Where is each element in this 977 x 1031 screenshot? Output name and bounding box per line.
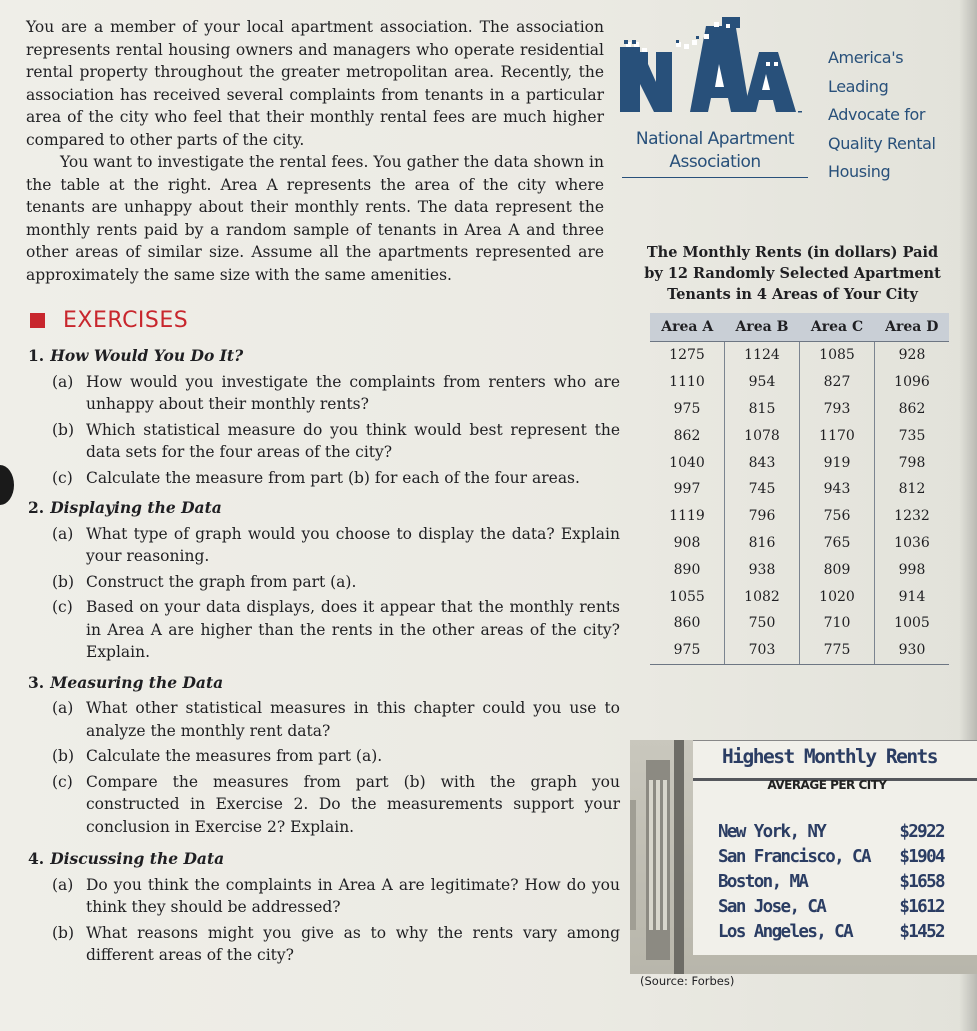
tagline-line: Quality Rental [828,133,936,153]
sub-question [52,596,620,664]
sub-question-text: Based on your data displays, does it appear that the monthly rents in Area A are higher than the rents in the other areas of the city? Explain. [86,598,620,661]
table-row [650,422,949,449]
sign-subtitle: AVERAGE PER CITY [767,778,887,792]
question-number: 2. [28,498,45,517]
table-title-line: Tenants in 4 Areas of Your City [667,286,918,303]
table-title-line: by 12 Randomly Selected Apartment [644,265,941,282]
question-number: 1. [28,346,45,365]
tagline-line: America's [828,48,904,67]
rent-table-header-row [650,313,949,342]
table-cell: 975 [673,400,701,417]
sub-question-label: (b) [52,923,75,942]
column-header: Area C [800,313,875,342]
table-cell: 710 [800,610,875,637]
table-cell: 1020 [800,583,875,610]
question-title-text: Measuring the Data [50,672,224,692]
table-row [650,342,949,369]
table-cell: 862 [875,396,950,423]
question-number: 3. [28,672,45,692]
table-cell: 1040 [669,454,705,471]
table-row [650,369,949,396]
question-block [28,672,620,839]
naa-name-line2: Association [669,152,761,172]
sub-question-text: Do you think the complaints in Area A are legitimate? How do you think they should be addressed? [86,875,620,916]
table-cell: 793 [800,396,875,423]
rent-table [650,313,949,665]
table-cell: 1110 [669,374,705,391]
city-row [718,920,944,945]
sub-question-label: (b) [52,747,75,765]
sub-question [52,745,620,768]
tagline-line: Advocate for [828,105,926,124]
sub-question-text: What reasons might you give as to why the rents vary among different areas of the city? [86,923,620,964]
sub-question-text: What type of graph would you choose to display the data? Explain your reasoning. [86,524,620,565]
sub-question [52,467,620,490]
sub-question-text: How would you investigate the complaints from renters who are unhappy about their monthly rents? [86,372,620,413]
table-cell: 954 [725,369,800,396]
sub-question-label: (a) [52,699,74,717]
table-cell: 862 [673,427,701,444]
intro-paragraph-1: You are a member of your local apartment association. The association represents rental housing owners and managers who operate residential rental property throughout the greater metropolitan area. Recently, the association has received several complaints from tenants in a particular area of the city who feel that their monthly rental fees are much higher compared to other parts of the city. [26,18,604,149]
table-row [650,476,949,503]
table-cell: 1036 [875,530,950,557]
question-block [28,345,620,489]
city-rent: $2922 [899,822,944,842]
sub-question-label: (c) [52,598,73,616]
table-cell: 975 [650,637,725,664]
table-cell: 827 [800,369,875,396]
tagline-line: Housing [828,162,891,181]
naa-tagline [828,44,968,187]
question-number: 4. [28,849,45,868]
exercises-title: EXERCISES [63,308,189,333]
sub-question-text: What other statistical measures in this chapter could you use to analyze the monthly rent data? [86,699,620,740]
table-cell: 914 [875,583,950,610]
sub-question-label: (a) [52,372,74,391]
city-rent-list [718,820,944,945]
table-cell: 1119 [669,508,705,525]
city-rent: $1452 [899,922,944,942]
sub-question [52,922,620,967]
sub-question [52,371,620,416]
table-cell: 750 [725,610,800,637]
exercise-list [28,345,620,967]
table-cell: 860 [673,615,701,632]
question-title-text: Discussing the Data [50,849,225,868]
sub-question-text: Compare the measures from part (b) with the graph you constructed in Exercise 2. Do the measurements support your conclusion in Exercise 2? Explain. [86,772,620,836]
question-block [28,848,620,967]
table-row [650,503,949,530]
city-name: San Francisco, CA [718,847,870,867]
question-title [28,345,620,368]
intro-paragraph-2: You want to investigate the rental fees. You gather the data shown in the table at the right. Area A represents the area of the city where tenants are unhappy about their monthly rents. The data represent the monthly rents paid by a random sample of tenants in Area A and three other areas of similar size. Assume all the apartments represented are approximately the same size with the same amenities. [26,153,604,284]
city-name: New York, NY [718,822,826,842]
building-icon [630,740,693,974]
sub-question-text: Which statistical measure do you think would best represent the data sets for the four areas of the city? [86,420,620,461]
table-cell: 703 [725,637,800,664]
table-row [650,556,949,583]
question-title [28,497,620,520]
city-row [718,820,944,845]
table-cell: 775 [800,637,875,664]
city-rent: $1612 [899,897,944,917]
table-cell: 1005 [875,610,950,637]
tagline-line: Leading [828,76,889,96]
table-cell: 1055 [669,588,705,605]
table-cell: 1096 [875,369,950,396]
sub-question [52,771,620,839]
table-cell: 1232 [875,503,950,530]
table-cell: 943 [800,476,875,503]
table-cell: 1170 [800,422,875,449]
city-name: Boston, MA [718,872,808,892]
column-header: Area A [650,313,725,342]
table-title [640,242,945,305]
table-cell: 1124 [725,342,800,369]
table-cell: 765 [800,530,875,557]
question-block [28,497,620,664]
table-title-line: The Monthly Rents (in dollars) Paid [646,244,939,261]
sub-question-label: (c) [52,468,73,487]
table-row [650,396,949,423]
table-cell: 809 [800,556,875,583]
city-row [718,845,944,870]
table-cell: 796 [725,503,800,530]
sign-title: Highest Monthly Rents [722,745,938,768]
question-title [28,848,620,871]
table-cell: 890 [673,561,701,578]
table-row [650,530,949,557]
sub-question [52,874,620,919]
table-cell: 1078 [725,422,800,449]
question-title-text: How Would You Do It? [50,346,244,365]
sub-question-text: Construct the graph from part (a). [86,572,357,591]
table-row [650,583,949,610]
sub-question-label: (a) [52,524,74,543]
table-cell: 938 [725,556,800,583]
city-row [718,870,944,895]
table-row [650,610,949,637]
table-cell: 745 [725,476,800,503]
table-cell: 815 [725,396,800,423]
sub-question-text: Calculate the measure from part (b) for each of the four areas. [86,468,580,487]
table-row [650,637,949,664]
table-cell: 816 [725,530,800,557]
sub-question-label: (b) [52,420,75,439]
question-title [28,672,620,695]
table-cell: 798 [875,449,950,476]
table-cell: 756 [800,503,875,530]
table-cell: 843 [725,449,800,476]
sub-question [52,697,620,742]
source-note: (Source: Forbes) [640,974,735,988]
table-cell: 997 [673,481,701,498]
table-cell: 919 [800,449,875,476]
table-cell: 998 [875,556,950,583]
sub-question [52,419,620,464]
table-cell: 1085 [800,342,875,369]
question-title-text: Displaying the Data [50,498,222,517]
column-header: Area B [725,313,800,342]
table-cell: 928 [875,342,950,369]
table-cell: 1082 [725,583,800,610]
city-rent: $1904 [899,847,944,867]
sub-question-label: (a) [52,875,74,894]
sub-question-label: (c) [52,772,73,791]
city-rent: $1658 [899,872,944,892]
table-row [650,449,949,476]
table-cell: 908 [673,534,701,551]
column-header: Area D [875,313,950,342]
sub-question [52,571,620,594]
city-name: Los Angeles, CA [718,922,853,942]
city-row [718,895,944,920]
table-cell: 1275 [669,347,705,364]
exercises-heading [30,308,188,333]
table-cell: 812 [875,476,950,503]
sub-question [52,523,620,568]
naa-underline [622,177,808,178]
naa-name [620,128,810,174]
naa-name-line1: National Apartment [635,129,795,149]
red-square-icon [30,313,45,328]
sub-question-text: Calculate the measures from part (a). [86,747,383,765]
intro-text [26,16,604,286]
sub-question-label: (b) [52,572,75,591]
table-cell: 735 [875,422,950,449]
table-cell: 930 [875,637,950,664]
city-name: San Jose, CA [718,897,826,917]
